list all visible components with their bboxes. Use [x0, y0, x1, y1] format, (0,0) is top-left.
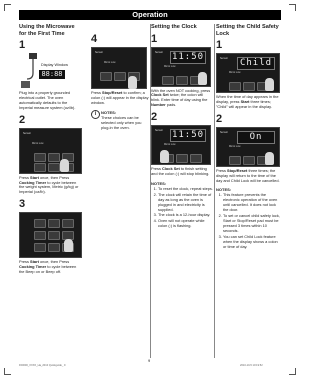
step-number: 3 — [19, 198, 26, 211]
panel-label: Micro Low — [104, 61, 116, 64]
keypad-button — [176, 154, 188, 163]
note-item: 4. Oven will not operate while colon (:) is flashing. — [158, 219, 213, 229]
step-text: With the oven NOT cooking, press Clock Set twice; the colon will blink. Enter time of day using the Number pads. — [151, 87, 211, 108]
panel-label: Micro Low — [229, 71, 241, 74]
finger-icon — [60, 159, 69, 172]
notes-list — [151, 187, 213, 229]
keypad-button — [48, 153, 60, 162]
step-text: Press Start once, then Press Cooking Timer to cycle between the Beep on or Beep off. — [19, 259, 77, 275]
keypad-button — [176, 76, 188, 85]
keypad-button — [162, 76, 174, 85]
step-number: 2 — [216, 112, 223, 125]
step-text: Press Start once, then Press Cooking Timer to cycle between the weight system, Metric (g/kg) or Imperial (oz/lb). — [19, 174, 79, 195]
finger-icon — [128, 76, 137, 89]
step-text: Press Stop/Reset to confirm; a colon (:) will appear in the display window. — [91, 90, 149, 105]
keypad-button — [48, 219, 60, 228]
panel-label: Micro Low — [164, 64, 176, 68]
control-panel-image — [19, 212, 82, 258]
keypad-button — [48, 243, 60, 252]
panel-label: Sensor — [155, 50, 163, 54]
panel-label: Micro Low — [32, 141, 44, 145]
notes-list — [216, 193, 282, 249]
note-item: 2. The clock will retain the time of day as long as the oven is plugged in and electricity is supplied. — [158, 193, 213, 213]
display-window: On — [237, 131, 275, 144]
finger-icon — [265, 152, 274, 165]
clock-column — [151, 24, 213, 358]
finger-icon — [160, 150, 169, 163]
step-text: Plug into a properly grounded electrical outlet. The oven automatically defaults to the Imperial measure system (oz/lb). — [19, 90, 76, 110]
step-number: 1 — [151, 32, 158, 45]
panel-label: Sensor — [23, 131, 31, 135]
panel-label: Micro Low — [164, 143, 176, 147]
crop-mark — [289, 368, 296, 375]
section-title: Using the Microwave for the First Time — [19, 24, 75, 37]
panel-label: Sensor — [220, 130, 228, 134]
keypad-button — [114, 72, 126, 81]
control-panel-image — [19, 128, 82, 174]
control-panel-image — [91, 47, 147, 89]
step-number: 2 — [151, 111, 158, 124]
keypad-button — [62, 219, 74, 228]
step-text: Press Stop/Reset three times; the display will return to the time of the day and Child Lock will be cancelled. — [216, 167, 280, 183]
step-number: 1 — [19, 39, 26, 51]
panel-label: Micro Low — [229, 144, 241, 148]
crop-mark — [289, 4, 296, 11]
control-panel-image — [151, 47, 211, 87]
plug-illustration — [19, 53, 82, 89]
keypad-button — [34, 163, 46, 172]
print-timestamp: 2010-10-5 10:19:52 — [240, 364, 263, 367]
note-item: 1. This feature prevents the electronic operation of the oven until cancelled. It does not lock the door. — [223, 193, 282, 213]
note-box — [91, 110, 150, 131]
keypad-row — [229, 82, 269, 91]
keypad-button — [100, 72, 112, 81]
display-window: 88:88 — [39, 70, 65, 79]
notes-title: NOTES: — [101, 109, 117, 115]
page-number: 9 — [148, 358, 151, 363]
note-text: These choices can be selected only when you plug-in the oven. — [101, 114, 142, 130]
keypad-button — [229, 82, 241, 91]
step-number: 2 — [19, 113, 26, 126]
keypad-row — [229, 156, 269, 165]
finger-icon — [64, 239, 73, 252]
note-item: 2. To set or cancel child safety lock, Start or Stop/Reset pad must be pressed 3 times within 10 seconds. — [223, 214, 282, 234]
first-time-column — [19, 24, 82, 358]
note-item: 3. You can set Child Lock feature when the display shows a colon or time of day. — [223, 235, 282, 250]
section-title: Setting the Child Safety Lock — [216, 24, 279, 37]
note-item: 3. The clock is a 12-hour display. — [158, 213, 213, 218]
panel-label: Sensor — [95, 51, 103, 54]
info-icon: i — [91, 110, 100, 119]
control-panel-image — [216, 53, 280, 93]
crop-mark — [4, 368, 11, 375]
step-number: 1 — [216, 39, 223, 51]
keypad-button — [243, 82, 255, 91]
keypad-row — [34, 219, 74, 228]
notes-title: NOTES: — [216, 187, 232, 193]
control-panel-image — [151, 125, 211, 165]
keypad-button — [34, 231, 46, 240]
display-window: 11:50 — [171, 51, 205, 62]
display-window: Child — [237, 57, 275, 70]
step-number: 4 — [91, 33, 98, 45]
keypad-button — [34, 243, 46, 252]
column-divider — [214, 24, 215, 358]
finger-icon — [198, 72, 207, 85]
display-window-label: Display Window — [41, 63, 69, 67]
section-header: Operation — [19, 10, 281, 20]
keypad-row — [162, 76, 202, 85]
step4-column — [91, 24, 150, 358]
display-window: 11:50 — [171, 130, 205, 141]
crop-mark — [4, 4, 11, 11]
keypad-button — [190, 154, 202, 163]
print-slug: F00000_XXXX_Ha_2010 Quickguide_ 9 — [19, 364, 66, 367]
panel-label: Sensor — [220, 57, 228, 60]
control-panel-image — [216, 127, 280, 167]
keypad-button — [48, 231, 60, 240]
notes-title: NOTES: — [151, 180, 167, 186]
keypad-button — [243, 156, 255, 165]
keypad-button — [48, 163, 60, 172]
step-text: Press Clock Set to finish setting and the colon (:) will stop blinking. — [151, 166, 210, 177]
note-item: 1. To reset the clock, repeat steps. — [158, 187, 213, 192]
step-text: When the time of day appears in the display, press Start three times; "Child" will appear in the display. — [216, 94, 279, 109]
panel-label: Sensor — [155, 129, 163, 133]
section-title: Setting the Clock — [151, 24, 197, 30]
keypad-button — [229, 156, 241, 165]
child-lock-column — [216, 24, 282, 358]
finger-icon — [265, 78, 274, 91]
keypad-button — [34, 153, 46, 162]
keypad-button — [34, 219, 46, 228]
